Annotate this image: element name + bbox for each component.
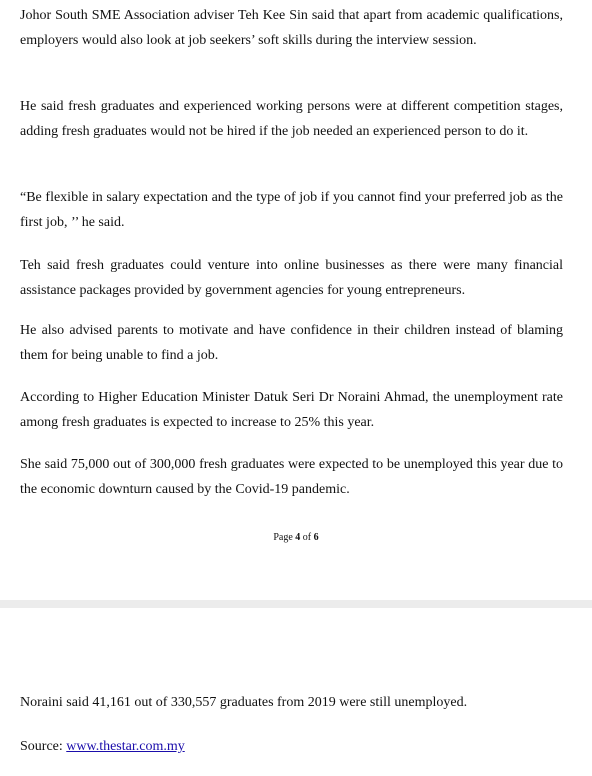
source-link[interactable]: www.thestar.com.my bbox=[66, 739, 185, 754]
page-separator bbox=[0, 600, 592, 608]
of-word: of bbox=[302, 532, 312, 543]
paragraph-3: “Be flexible in salary expectation and the type of job if you cannot find your preferred job as the first job, ’’ he said. bbox=[20, 190, 563, 230]
paragraph-7: She said 75,000 out of 300,000 fresh graduates were expected to be unemployed this year due to the economic downturn caused by the Covid-19 pandemic. bbox=[20, 457, 563, 497]
source-label: Source: bbox=[20, 739, 63, 754]
source-line bbox=[20, 734, 563, 759]
document-page-5 bbox=[0, 608, 592, 776]
total-pages-number: 6 bbox=[313, 532, 319, 543]
page-word: Page bbox=[273, 532, 293, 543]
paragraph-5: He also advised parents to motivate and have confidence in their children instead of blaming them for being unable to find a job. bbox=[20, 323, 563, 363]
paragraph-1: Johor South SME Association adviser Teh Kee Sin said that apart from academic qualifications, employers would also look at job seekers’ soft skills during the interview session. bbox=[20, 8, 563, 48]
page-number-footer bbox=[0, 531, 592, 545]
current-page-number: 4 bbox=[295, 532, 301, 543]
paragraph-next-1: Noraini said 41,161 out of 330,557 graduates from 2019 were still unemployed. bbox=[20, 695, 468, 710]
paragraph-6: According to Higher Education Minister Datuk Seri Dr Noraini Ahmad, the unemployment rate among fresh graduates is expected to increase to 25% this year. bbox=[20, 390, 563, 430]
paragraph-4: Teh said fresh graduates could venture into online businesses as there were many financial assistance packages provided by government agencies for young entrepreneurs. bbox=[20, 258, 563, 298]
paragraph-2: He said fresh graduates and experienced working persons were at different competition stages, adding fresh graduates would not be hired if the job needed an experienced person to do it. bbox=[20, 99, 563, 139]
